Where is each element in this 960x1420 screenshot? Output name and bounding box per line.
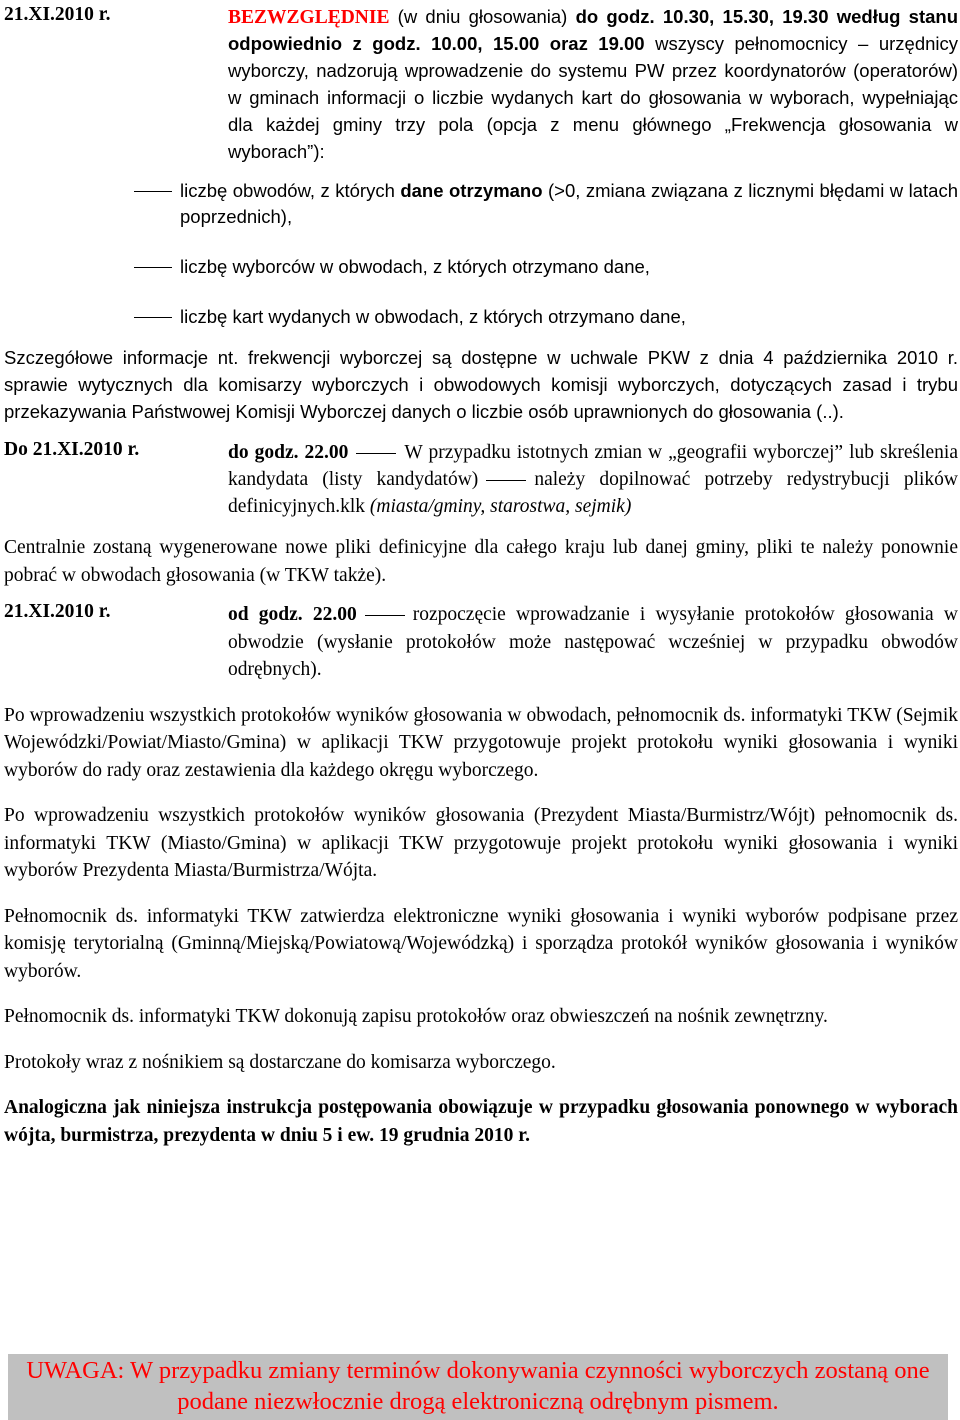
protocol-paragraph-4: Pełnomocnik ds. informatyki TKW dokonują zapisu protokołów oraz obwieszczeń na nośnik zewnętrzny. [4, 1006, 828, 1027]
block-3-date: 21.XI.2010 r. [4, 601, 111, 622]
schedule-block-2 [4, 439, 958, 520]
block-2-text: do godz. 22.00 W przypadku istotnych zmian w „geografii wyborczej” lub skreślenia kandydata (listy kandydatów) należy dopilnować potrzeby redystrybucji plików definicyjnych.klk (miasta/gminy, starostwa, sejmik) [228, 442, 959, 517]
block-1-text: BEZWZGLĘDNIE (w dniu głosowania) do godz. 10.30, 15.30, 19.30 według stanu odpowiednio z godz. 10.00, 15.00 oraz 19.00 wszyscy pełnomocnicy – urzędnicy wyborczy, nadzorują wprowadzenie do systemu PW przez koordynatorów (operatorów) w gminach informacji o liczbie wydanych kart do głosowania w wyborach, wypełniając dla każdej gminy trzy pola (opcja z menu głównego „Frekwencja głosowania w wyborach”): [228, 6, 959, 162]
block-2-date: Do 21.XI.2010 r. [4, 439, 140, 460]
repeat-election-note: Analogiczna jak niniejsza instrukcja postępowania obowiązuje w przypadku głosowania ponownego w wyborach wójta, burmistrza, prezydenta w dniu 5 i ew. 19 grudnia 2010 r. [4, 1097, 958, 1146]
warning-banner: UWAGA: W przypadku zmiany terminów dokonywania czynności wyborczych zostaną one podane niezwłocznie drogą elektroniczną odrębnym pismem. [8, 1354, 948, 1420]
dash-icon [134, 304, 180, 330]
dash-icon [134, 178, 180, 230]
schedule-block-1 [4, 4, 958, 166]
deadline-times: do godz. 10.30, 15.30, 19.30 według stanu odpowiednio z godz. 10.00, 15.00 oraz 19.00 [228, 6, 958, 54]
emphasis-red: BEZWZGLĘDNIE [228, 7, 390, 28]
block-1-date: 21.XI.2010 r. [4, 4, 111, 25]
turnout-field-list [4, 178, 958, 330]
list-item: liczbę kart wydanych w obwodach, z których otrzymano dane, [134, 304, 958, 330]
protocol-paragraph-5: Protokoły wraz z nośnikiem są dostarczane do komisarza wyborczego. [4, 1051, 556, 1073]
schedule-block-3 [4, 601, 958, 684]
details-paragraph: Szczegółowe informacje nt. frekwencji wyborczej są dostępne w uchwale PKW z dnia 4 października 2010 r. sprawie wytycznych dla komisarzy wyborczych i obwodowych komisji wyborczych, dotyczących zasad i trybu przekazywania Państwowej Komisji Wyborczej danych o liczbie osób uprawnionych do głosowania (..). [4, 347, 958, 422]
list-item: liczbę obwodów, z których dane otrzymano (>0, zmiana związana z licznymi błędami w latach poprzednich), [134, 178, 958, 230]
document-page [4, 0, 958, 1149]
dash-icon [134, 254, 180, 280]
protocol-paragraph-3: Pełnomocnik ds. informatyki TKW zatwierdza elektroniczne wyniki głosowania i wyniki wyborów podpisane przez komisję terytorialną (Gminną/Miejską/Powiatową/Wojewódzką) i sporządza protokół wyników głosowania i wyników wyborów. [4, 905, 958, 982]
block-3-text: od godz. 22.00 rozpoczęcie wprowadzanie i wysyłanie protokołów głosowania w obwodzie (wysłanie protokołów może następować wcześniej w przypadku obwodów odrębnych). [228, 604, 958, 680]
protocol-paragraph-2: Po wprowadzeniu wszystkich protokołów wyników głosowania (Prezydent Miasta/Burmistrz/Wójt) pełnomocnik ds. informatyki TKW (Miasto/Gmina) w aplikacji TKW przygotowuje projekt protokołu wyniki głosowania i wyniki wyborów Prezydenta Miasta/Burmistrza/Wójta. [4, 805, 958, 881]
protocol-paragraph-1: Po wprowadzeniu wszystkich protokołów wyników głosowania w obwodach, pełnomocnik ds. informatyki TKW (Sejmik Wojewódzki/Powiat/Miasto/Gmina) w aplikacji TKW przygotowuje projekt protokołu wyniki głosowania i wyniki wyborów do rady oraz zestawienia dla każdego okręgu wyborczego. [4, 704, 958, 781]
central-paragraph: Centralnie zostaną wygenerowane nowe pliki definicyjne dla całego kraju lub danej gminy, pliki te należy ponownie pobrać w obwodach głosowania (w TKW także). [4, 537, 958, 586]
list-item: liczbę wyborców w obwodach, z których otrzymano dane, [134, 254, 958, 280]
